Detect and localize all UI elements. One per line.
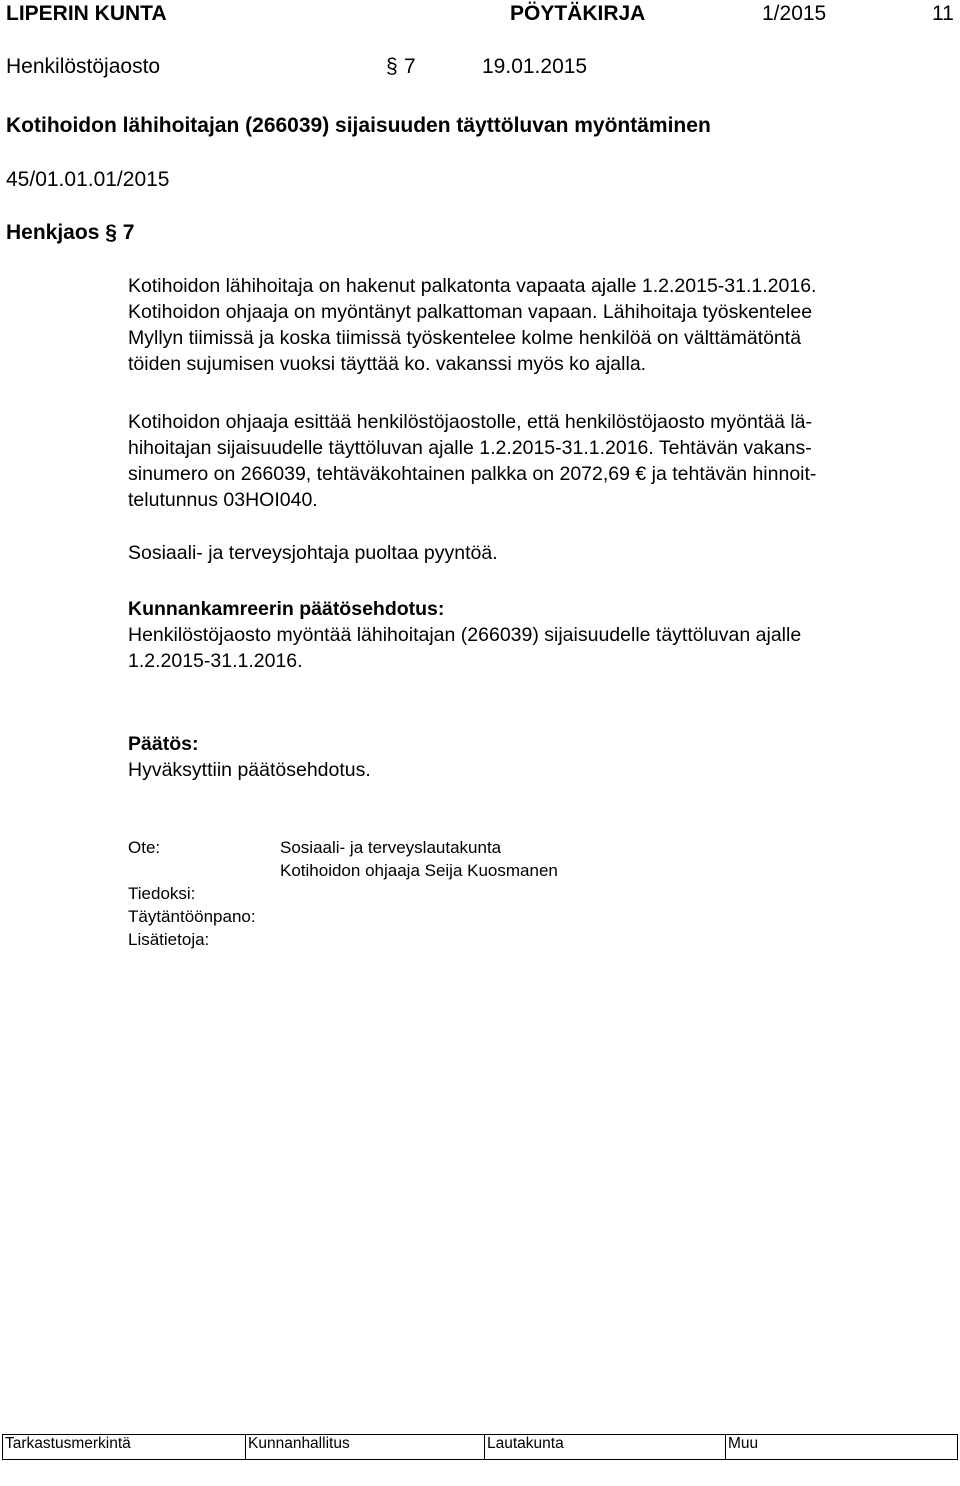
- paragraph-request: [128, 409, 958, 513]
- document-type: PÖYTÄKIRJA: [510, 2, 646, 25]
- section-reference: Henkjaos § 7: [6, 221, 135, 244]
- footer-cell-muu: Muu: [726, 1435, 958, 1460]
- paragraph-line: töiden sujumisen vuoksi täyttää ko. vakanssi myös ko ajalla.: [128, 353, 647, 375]
- proposal-line: 1.2.2015-31.1.2016.: [128, 650, 303, 672]
- section-symbol: §: [386, 55, 398, 78]
- decision-text: Hyväksyttiin päätösehdotus.: [128, 759, 371, 781]
- municipality-name: LIPERIN KUNTA: [6, 2, 167, 25]
- lisatietoja-label: Lisätietoja:: [128, 930, 210, 949]
- footer-cell-tarkastusmerkinta: Tarkastusmerkintä: [3, 1435, 246, 1460]
- paragraph-line: Sosiaali- ja terveysjohtaja puoltaa pyyntöä.: [128, 542, 498, 564]
- record-number: 45/01.01.01/2015: [6, 168, 170, 191]
- footer-cell-kunnanhallitus: Kunnanhallitus: [246, 1435, 485, 1460]
- meeting-date: 19.01.2015: [482, 55, 588, 78]
- section-number: 7: [404, 55, 416, 78]
- paragraph-line: hihoitajan sijaisuudelle täyttöluvan ajalle 1.2.2015-31.1.2016. Tehtävän vakans-: [128, 437, 812, 459]
- proposal-section: [128, 596, 958, 674]
- ote-label: Ote:: [128, 838, 161, 857]
- paragraph-line: telutunnus 03HOI040.: [128, 489, 318, 511]
- decision-section: [128, 731, 958, 783]
- committee-name: Henkilöstöjaosto: [6, 55, 161, 78]
- footer-table: [2, 1434, 958, 1460]
- proposal-line: Henkilöstöjaosto myöntää lähihoitajan (266039) sijaisuudelle täyttöluvan ajalle: [128, 624, 802, 646]
- paragraph-line: Myllyn tiimissä ja koska tiimissä työskentelee kolme henkilöä on välttämätöntä: [128, 327, 802, 349]
- proposal-heading: Kunnankamreerin päätösehdotus:: [128, 598, 445, 620]
- tiedoksi-label: Tiedoksi:: [128, 884, 196, 903]
- ote-value: Kotihoidon ohjaaja Seija Kuosmanen: [280, 861, 558, 880]
- footer-cell-lautakunta: Lautakunta: [485, 1435, 726, 1460]
- paragraph-line: sinumero on 266039, tehtäväkohtainen palkka on 2072,69 € ja tehtävän hinnoit-: [128, 463, 817, 485]
- document-number: 1/2015: [762, 2, 827, 25]
- ote-value: Sosiaali- ja terveyslautakunta: [280, 838, 502, 857]
- footer-row: [3, 1435, 958, 1460]
- paragraph-line: Kotihoidon ohjaaja on myöntänyt palkattoman vapaan. Lähihoitaja työskentelee: [128, 301, 813, 323]
- document-title: Kotihoidon lähihoitajan (266039) sijaisuuden täyttöluvan myöntäminen: [6, 114, 711, 137]
- taytantoonpano-label: Täytäntöönpano:: [128, 907, 256, 926]
- paragraph-background: [128, 273, 958, 377]
- paragraph-line: Kotihoidon ohjaaja esittää henkilöstöjaostolle, että henkilöstöjaosto myöntää lä-: [128, 411, 813, 433]
- page-number: 11: [932, 2, 954, 25]
- decision-heading: Päätös:: [128, 733, 199, 755]
- paragraph-line: Kotihoidon lähihoitaja on hakenut palkatonta vapaata ajalle 1.2.2015-31.1.2016.: [128, 275, 817, 297]
- paragraph-recommendation: [128, 540, 958, 566]
